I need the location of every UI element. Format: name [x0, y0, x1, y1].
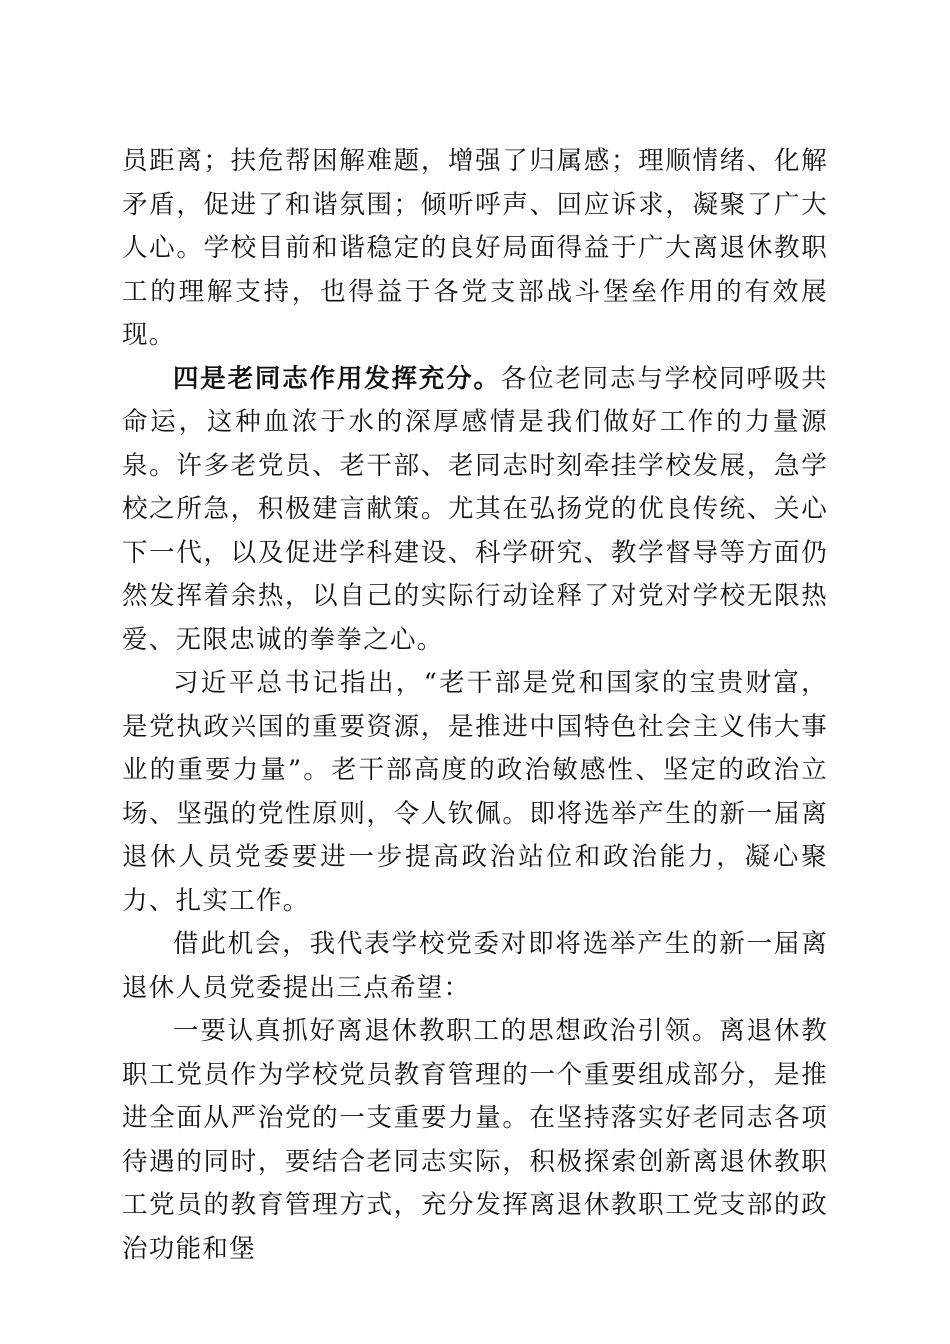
paragraph-continued: [122, 140, 828, 358]
document-page: [122, 140, 828, 1271]
paragraph-old-comrades-role: [122, 358, 828, 663]
paragraph-text: 一要认真抓好离退休教职工的思想政治引领。离退休教职工党员作为学校党员教育管理的一个重要组成部分，是推进全面从严治党的一支重要力量。在坚持落实好老同志各项待遇的同时，要结合老同志实际，积极探索创新离退休教职工党员的教育管理方式，充分发挥离退休教职工党支部的政治功能和堡: [122, 1016, 828, 1264]
paragraph-three-hopes-intro: [122, 923, 828, 1010]
paragraph-text: 各位老同志与学校同呼吸共命运，这种血浓于水的深厚感情是我们做好工作的力量源泉。许多老党员、老干部、老同志时刻牵挂学校发展，急学校之所急，积极建言献策。尤其在弘扬党的优良传统、关心下一代，以及促进学科建设、科学研究、教学督导等方面仍然发挥着余热，以自己的实际行动诠释了对党对学校无限热爱、无限忠诚的拳拳之心。: [122, 363, 828, 655]
paragraph-lead-heading: 四是老同志作用发挥充分。: [173, 363, 501, 394]
paragraph-text: 习近平总书记指出，“老干部是党和国家的宝贵财富，是党执政兴国的重要资源，是推进中国特色社会主义伟大事业的重要力量”。老干部高度的政治敏感性、坚定的政治立场、坚强的党性原则，令人钦佩。即将选举产生的新一届离退休人员党委要进一步提高政治站位和政治能力，凝心聚力、扎实工作。: [122, 668, 828, 916]
paragraph-text: 员距离；扶危帮困解难题，增强了归属感；理顺情绪、化解矛盾，促进了和谐氛围；倾听呼声、回应诉求，凝聚了广大人心。学校目前和谐稳定的良好局面得益于广大离退休教职工的理解支持，也得益于各党支部战斗堡垒作用的有效展现。: [122, 146, 828, 350]
paragraph-first-hope: [122, 1010, 828, 1271]
paragraph-xi-quote: [122, 662, 828, 923]
paragraph-text: 借此机会，我代表学校党委对即将选举产生的新一届离退休人员党委提出三点希望：: [122, 929, 828, 1003]
